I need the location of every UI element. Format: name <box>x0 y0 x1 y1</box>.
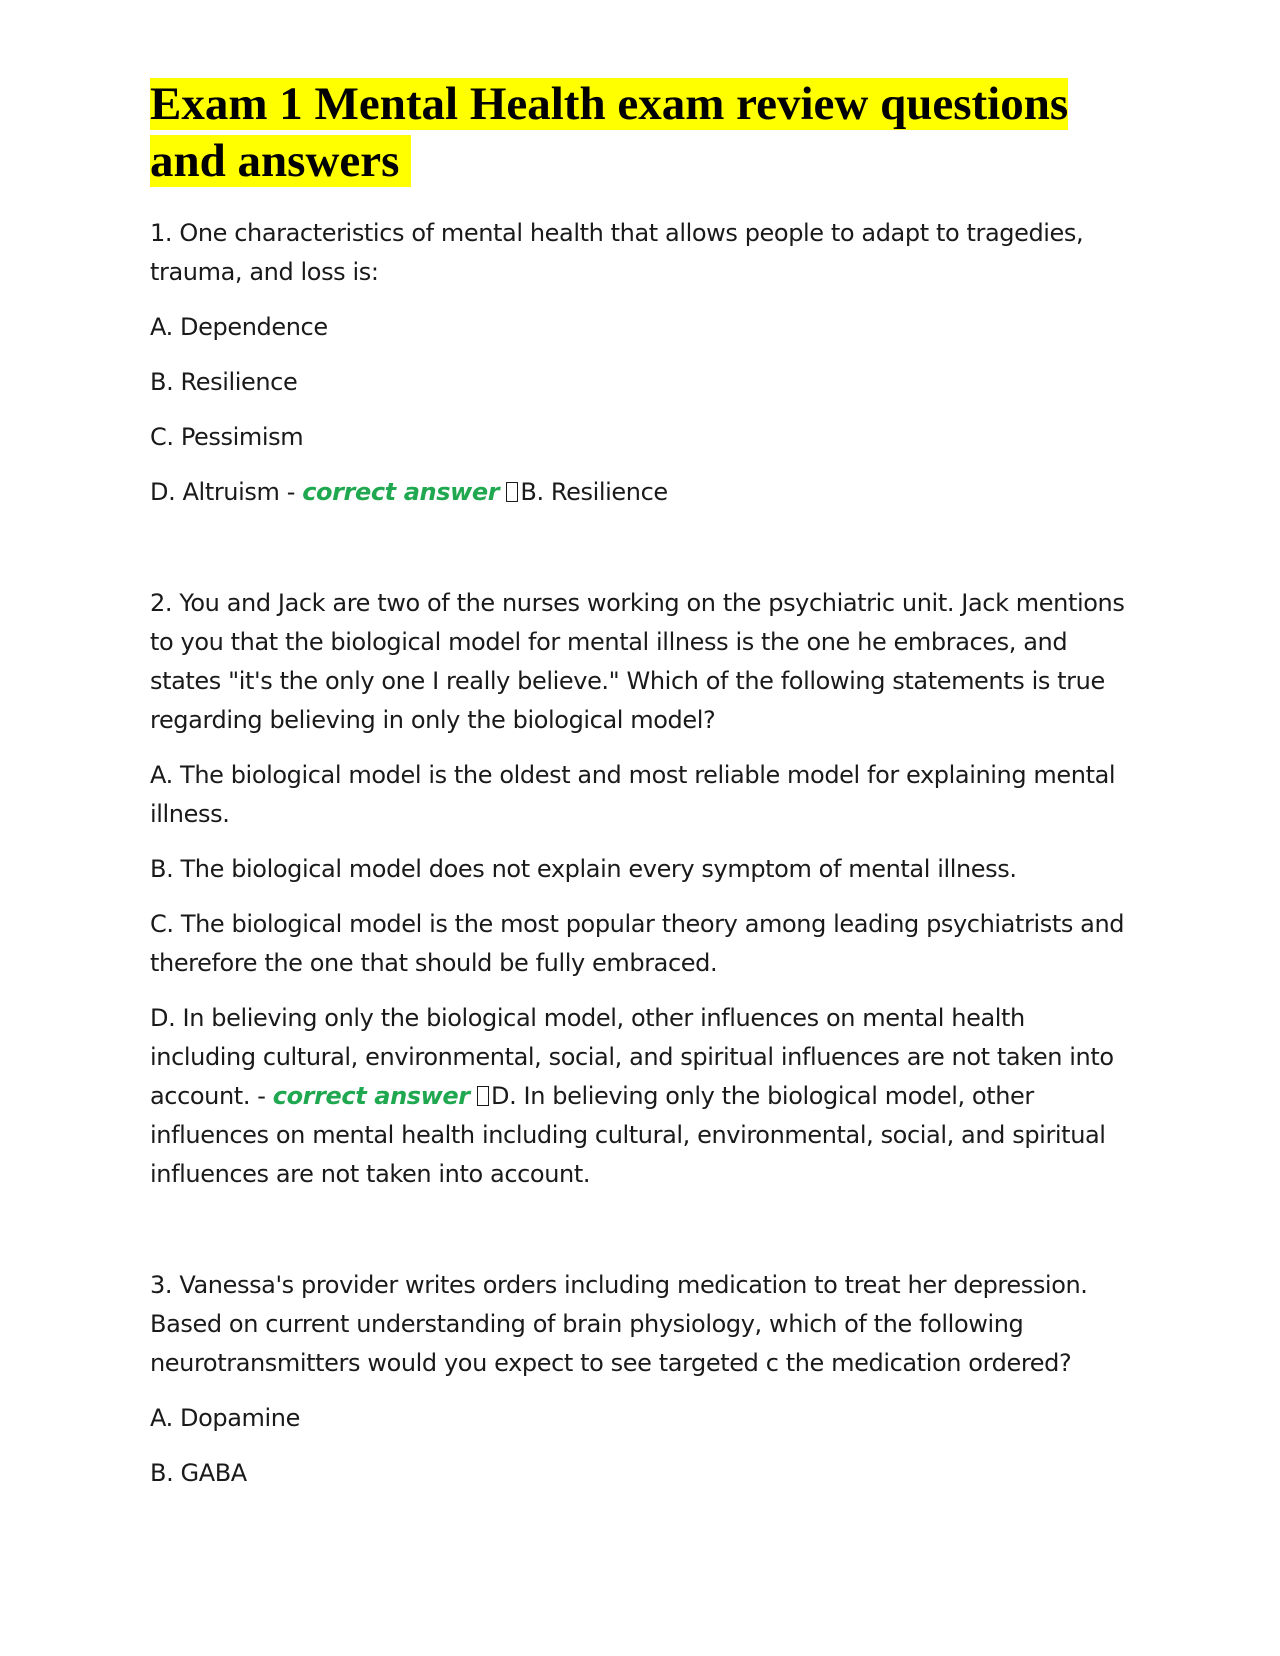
option-d-text: D. Altruism - <box>150 478 303 506</box>
option-b: B. GABA <box>150 1459 247 1487</box>
question-stem: 2. You and Jack are two of the nurses working on the psychiatric unit. Jack mentions to you that the biological model for mental illness is the one he embraces, and states "it's the only one I really believe." Which of the following statements is true regarding believing in only the biological model? <box>150 589 1125 734</box>
option-a: A. Dependence <box>150 313 328 341</box>
option-a: A. Dopamine <box>150 1404 300 1432</box>
document-content <box>150 76 1130 1509</box>
correct-answer-label: correct answer <box>272 1082 470 1110</box>
question-1 <box>150 214 1130 512</box>
option-d <box>150 999 1130 1194</box>
question-stem: 1. One characteristics of mental health that allows people to adapt to tragedies, trauma, and loss is: <box>150 219 1084 286</box>
option-d-text: D. In believing only the biological model, other influences on mental health including cultural, environmental, social, and spiritual influences are not taken into account. - <box>150 1004 1114 1110</box>
question-spacer <box>150 528 1130 584</box>
title-highlight: Exam 1 Mental Health exam review questions and answers <box>150 78 1069 187</box>
option-c: C. Pessimism <box>150 423 304 451</box>
option-a: A. The biological model is the oldest and most reliable model for explaining mental illness. <box>150 761 1116 828</box>
question-stem: 3. Vanessa's provider writes orders including medication to treat her depression. Based on current understanding of brain physiology, which of the following neurotransmitters would you expect to see targeted c the medication ordered? <box>150 1271 1088 1377</box>
missing-glyph-box-icon <box>477 1086 489 1106</box>
option-b: B. The biological model does not explain every symptom of mental illness. <box>150 855 1017 883</box>
question-3 <box>150 1266 1130 1493</box>
document-title <box>150 76 1130 190</box>
correct-answer-label: correct answer <box>302 478 500 506</box>
option-c: C. The biological model is the most popular theory among leading psychiatrists and therefore the one that should be fully embraced. <box>150 910 1125 977</box>
option-b: B. Resilience <box>150 368 298 396</box>
question-spacer <box>150 1210 1130 1266</box>
option-d <box>150 473 1130 512</box>
correct-answer-text: B. Resilience <box>520 478 668 506</box>
question-2 <box>150 584 1130 1194</box>
missing-glyph-box-icon <box>506 482 518 502</box>
correct-answer-text: D. In believing only the biological model, other influences on mental health including cultural, environmental, social, and spiritual influences are not taken into account. <box>150 1082 1106 1188</box>
